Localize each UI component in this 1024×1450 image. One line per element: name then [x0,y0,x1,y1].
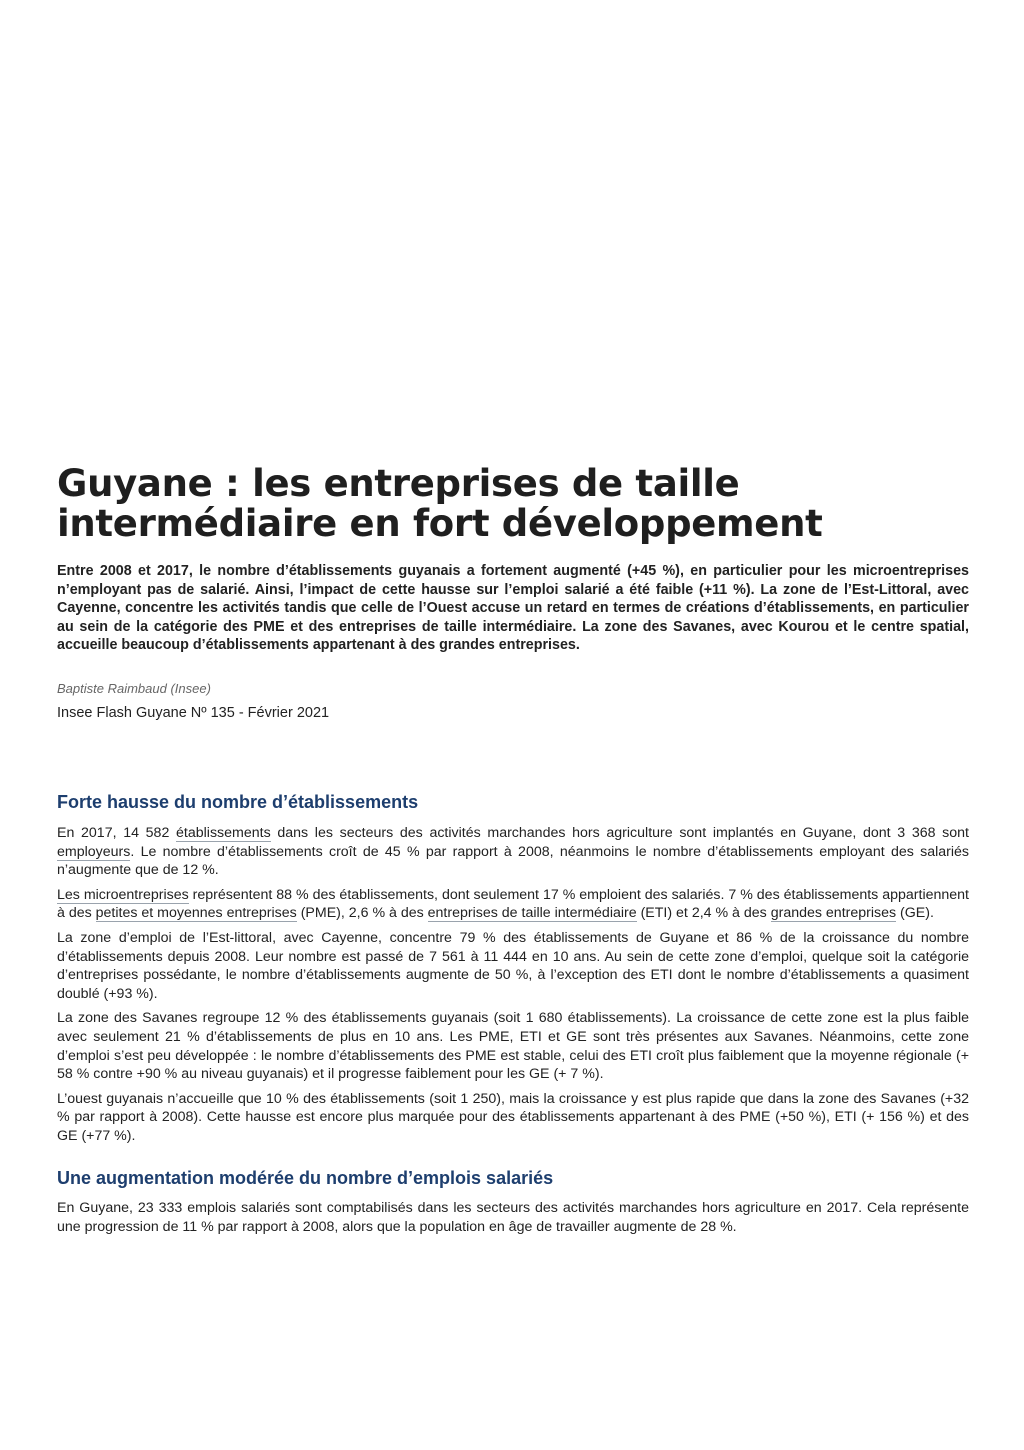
definition-link-eti[interactable]: entreprises de taille intermédiaire [427,905,637,922]
definition-link-employeurs[interactable]: employeurs [57,843,131,860]
article [57,464,969,1237]
paragraph [57,886,969,923]
paragraph: La zone d’emploi de l’Est-littoral, avec Cayenne, concentre 79 % des établissements de Guyane et 86 % de la croissance du nombre d’établissements depuis 2008. Leur nombre est passé de 7 561 à 11 444 en 10 ans. Au sein de cette zone d’emploi, quelque soit la catégorie d’entreprises possédante, le nombre d’établissements augmente de 50 %, à l’exception des ETI dont le nombre d’établissements a quasiment doublé (+93 %). [57,929,969,1002]
text: . Le nombre d’établissements croît de 45 % par rapport à 2008, néanmoins le nombre d’établissements employant des salariés n’augmente que de 12 %. [57,843,969,879]
text: (PME), 2,6 % à des [296,905,428,922]
definition-link-ge[interactable]: grandes entreprises [770,905,897,922]
text: (ETI) et 2,4 % à des [636,905,771,922]
text: dans les secteurs des activités marchandes hors agriculture sont implantés en Guyane, dont 3 368 sont [270,824,969,841]
lead-paragraph: Entre 2008 et 2017, le nombre d’établissements guyanais a fortement augmenté (+45 %), en particulier pour les microentreprises n’employant pas de salarié. Ainsi, l’impact de cette hausse sur l’emploi salarié a été faible (+11 %). La zone de l’Est-Littoral, avec Cayenne, concentre les activités tandis que celle de l’Ouest accuse un retard en termes de créations d’établissements, en particulier au sein de la catégorie des PME et des entreprises de taille intermédiaire. La zone des Savanes, avec Kourou et le centre spatial, accueille beaucoup d’établissements appartenant à des grandes entreprises. [57,563,969,654]
author: Baptiste Raimbaud (Insee) [57,680,211,696]
paragraph [57,824,969,880]
page-title: Guyane : les entreprises de taille intermédiaire en fort développement [57,462,823,545]
section-heading-employment: Une augmentation modérée du nombre d’emplois salariés [57,1168,554,1189]
definition-link-etablissements[interactable]: établissements [176,824,271,841]
text: représentent 88 % des établissements, dont seulement 17 % emploient des salariés. 7 % des établissements appartiennent à des [57,886,969,922]
paragraph: L’ouest guyanais n’accueille que 10 % des établissements (soit 1 250), mais la croissance y est plus rapide que dans la zone des Savanes (+32 % par rapport à 2008). Cette hausse est encore plus marquée pour des établissements appartenant à des PME (+50 %), ETI (+ 156 %) et des GE (+77 %). [57,1090,969,1144]
paragraph: La zone des Savanes regroupe 12 % des établissements guyanais (soit 1 680 établissements). La croissance de cette zone est la plus faible avec seulement 21 % d’établissements de plus en 10 ans. Les PME, ETI et GE sont très présentes aux Savanes. Néanmoins, cette zone d’emploi s’est peu développée : le nombre d’établissements des PME est stable, celui des ETI croît plus faiblement que la moyenne régionale (+ 58 % contre +90 % au niveau guyanais) et il progresse faiblement pour les GE (+ 7 %). [57,1010,969,1083]
text: (GE). [896,905,934,922]
definition-link-pme[interactable]: petites et moyennes entreprises [95,905,297,922]
definition-link-microentreprises[interactable]: Les microentreprises [57,886,189,903]
section-heading-establishments: Forte hausse du nombre d’établissements [57,791,419,812]
text: En 2017, 14 582 [57,824,177,841]
paragraph: En Guyane, 23 333 emplois salariés sont comptabilisés dans les secteurs des activités marchandes hors agriculture en 2017. Cela représente une progression de 11 % par rapport à 2008, alors que la population en âge de travailler augmente de 28 %. [57,1200,969,1236]
publication-reference: Insee Flash Guyane Nº 135 - Février 2021 [57,704,330,721]
